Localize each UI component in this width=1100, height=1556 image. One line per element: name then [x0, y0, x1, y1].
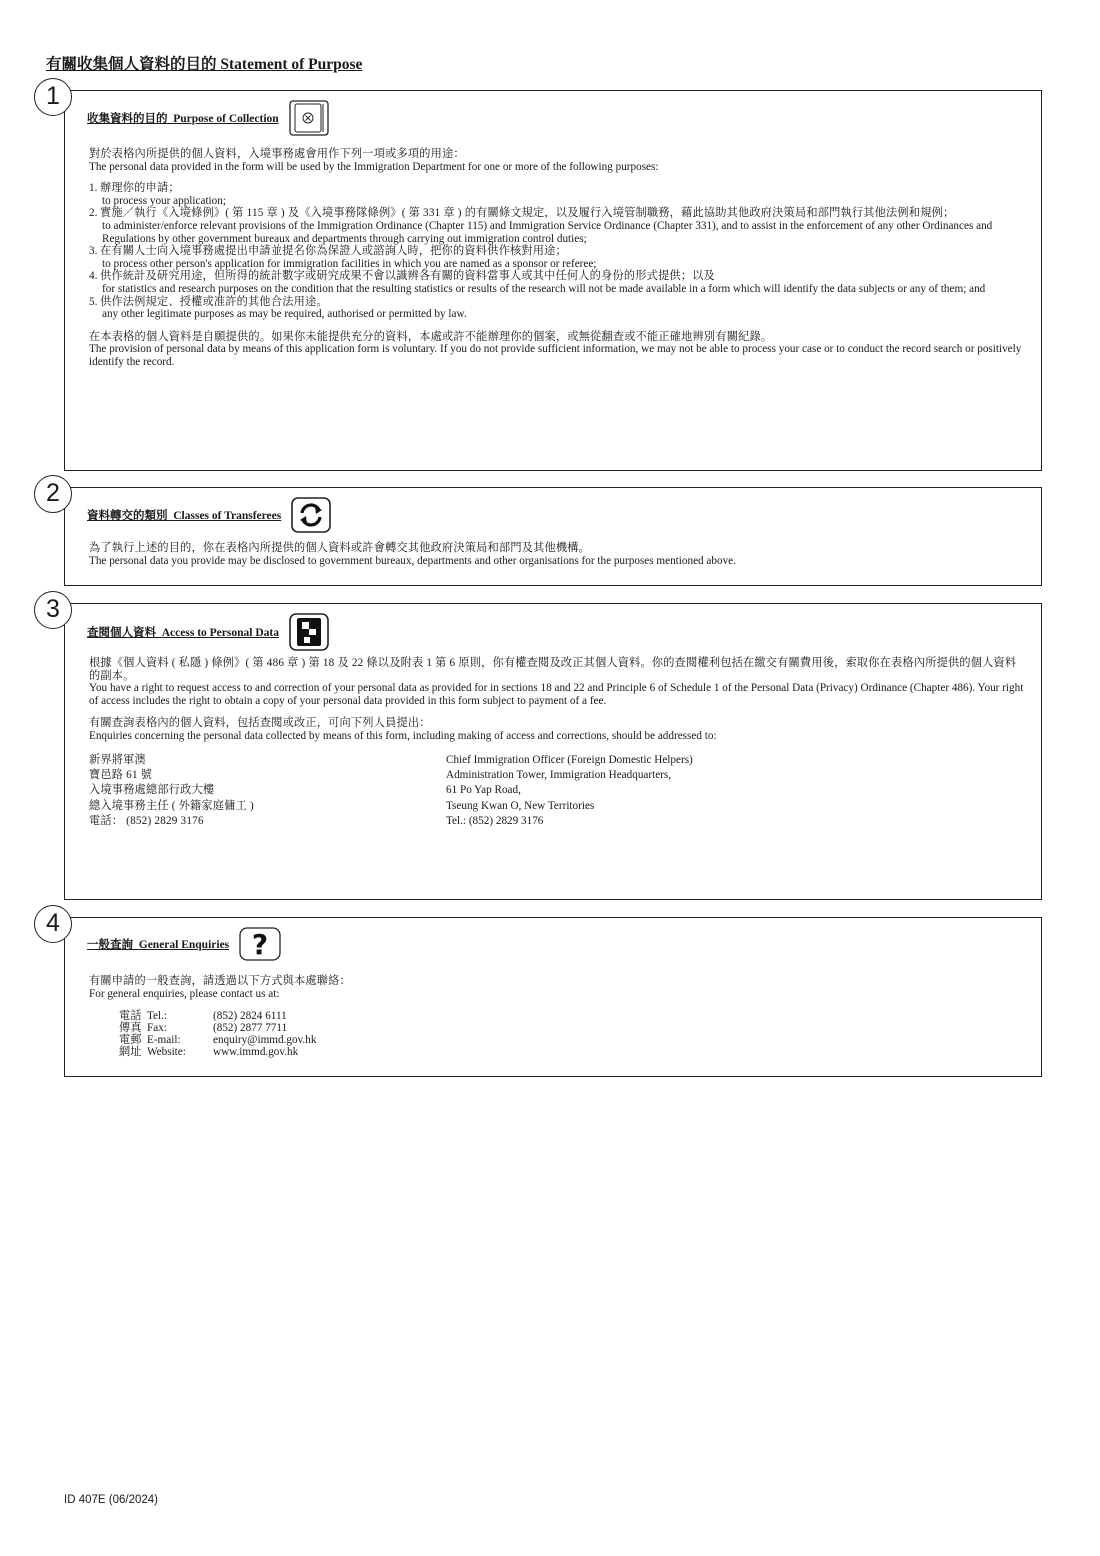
page-title: 有關收集個人資料的目的 Statement of Purpose: [46, 56, 363, 73]
section-purpose-of-collection: [46, 82, 1042, 471]
section-heading-zh: 資料轉交的類別: [87, 510, 168, 522]
section-heading: [87, 497, 331, 533]
contact-table: [119, 1011, 316, 1058]
contact-row: 電郵 E-mail: enquiry@immd.gov.hk: [119, 1033, 317, 1046]
purpose-list: [89, 182, 1027, 321]
list-item: 2. 實施／執行《入境條例》( 第 115 章 ) 及《入境事務隊條例》( 第 331 章 ) 的有關條文規定，以及履行入境管制職務，藉此協助其他政府決策局和部門執行其他法例和規例； to administer/enforce relevant provisions of the Immigration Ordinance (Chapter 115) and Immigration Service Ordinance (Chapter 331), and to assist in the enforcement of any other Ordinances and Regulations by other government bureaux and departments through carrying out immigration control duties;: [89, 207, 993, 245]
list-item: 3. 在有關人士向入境事務處提出申請並提名你為保證人或諮詢人時，把你的資料供作核對用途； to process other person's application for immigration facilities in which you are named as a sponsor or referee;: [89, 245, 597, 270]
section-number: 2: [34, 475, 72, 513]
section-heading-zh: 收集資料的目的: [87, 113, 168, 125]
section-number: 4: [34, 905, 72, 943]
transferees-text-en: The personal data you provide may be disclosed to government bureaux, departments and other organisations for the purposes mentioned above.: [89, 554, 736, 567]
section-number: 1: [34, 78, 72, 116]
section-number: 3: [34, 591, 72, 629]
voluntary-notice-zh: 在本表格的個人資料是自願提供的。如果你未能提供充分的資料，本處或許不能辦理你的個案，或無從翻查或不能正確地辨別有關紀錄。: [89, 330, 773, 343]
question-mark-icon: [239, 927, 281, 961]
section-heading-en: Purpose of Collection: [173, 113, 279, 125]
voluntary-notice-en: The provision of personal data by means of this application form is voluntary. If you do not provide sufficient information, we may not be able to process your case or to conduct the record search or positively identify the record.: [89, 343, 1022, 368]
list-item: 5. 供作法例規定、授權或准許的其他合法用途。 any other legitimate purposes as may be required, authorised or permitted by law.: [89, 295, 467, 321]
contact-row: 傳真 Fax: (852) 2877 7711: [119, 1023, 316, 1035]
form-id-footer: ID 407E (06/2024): [64, 1494, 158, 1506]
email-link[interactable]: enquiry@immd.gov.hk: [213, 1033, 317, 1046]
list-item: 1. 辦理你的申請； to process your application;: [89, 182, 226, 207]
contact-row: 電話 Tel.: (852) 2824 6111: [119, 1011, 316, 1023]
section-classes-of-transferees: [46, 479, 1042, 586]
access-rights-zh: 根據《個人資料 ( 私隱 ) 條例》( 第 486 章 ) 第 18 及 22 條以及附表 1 第 6 原則，你有權查閱及改正其個人資料。你的查閱權利包括在繳交有關費用後，索取你在表格內所提供的個人資料的副本。: [89, 657, 1017, 682]
general-enquiry-intro-zh: 有關申請的一般查詢，請透過以下方式與本處聯絡：: [89, 975, 351, 987]
section-heading-en: Access to Personal Data: [161, 627, 279, 639]
section-heading: [87, 927, 281, 961]
address-zh: 新界將軍澳 寶邑路 61 號 入境事務處總部行政大樓 總入境事務主任 ( 外籍家庭傭工 ) 電話： (852) 2829 3176: [89, 753, 254, 828]
section-heading: [87, 613, 329, 651]
section-general-enquiries: [46, 909, 1042, 1077]
section-heading-zh: 查閱個人資料: [87, 627, 156, 639]
address-en: Chief Immigration Officer (Foreign Domestic Helpers) Administration Tower, Immigration Headquarters, 61 Po Yap Road, Tseung Kwan O, New Territories Tel.: (852) 2829 3176: [446, 753, 693, 828]
officer-address: [89, 753, 1027, 830]
purpose-intro-zh: 對於表格內所提供的個人資料，入境事務處會用作下列一項或多項的用途：: [89, 148, 465, 160]
purpose-intro-en: The personal data provided in the form will be used by the Immigration Department for one or more of the following purposes:: [89, 160, 659, 173]
section-heading: [87, 100, 329, 136]
general-enquiry-intro-en: For general enquiries, please contact us at:: [89, 987, 280, 1000]
transfer-arrows-icon: [291, 497, 331, 533]
website-link[interactable]: www.immd.gov.hk: [213, 1045, 299, 1058]
safe-icon: [289, 100, 329, 136]
tel-value: (852) 2824 6111: [213, 1010, 287, 1023]
data-access-icon: [289, 613, 329, 651]
section-heading-en: Classes of Transferees: [173, 510, 282, 522]
list-item: 4. 供作統計及研究用途，但所得的統計數字或研究成果不會以識辨各有關的資料當事人或其中任何人的身份的形式提供；以及 for statistics and research purposes on the condition that the resulting statistics or results of the research will not be made available in a form which will identify the data subjects or any of them; and: [89, 270, 986, 295]
section-heading-zh: 一般查詢: [87, 939, 133, 951]
section-heading-en: General Enquiries: [138, 939, 230, 951]
access-rights-en: You have a right to request access to and correction of your personal data as provided for in sections 18 and 22 and Principle 6 of Schedule 1 of the Personal Data (Privacy) Ordinance (Chapter 486). Your right of access includes the right to obtain a copy of your personal data provided in this form subject to payment of a fee.: [89, 682, 1024, 707]
contact-row: 網址 Website: www.immd.gov.hk: [119, 1047, 316, 1059]
section-access-to-personal-data: [46, 595, 1042, 900]
enquiry-intro-zh: 有關查詢表格內的個人資料，包括查閱或改正，可向下列人員提出：: [89, 717, 431, 730]
fax-value: (852) 2877 7711: [213, 1021, 288, 1034]
transferees-text-zh: 為了執行上述的目的，你在表格內所提供的個人資料或許會轉交其他政府決策局和部門及其他機構。: [89, 542, 591, 554]
enquiry-intro-en: Enquiries concerning the personal data collected by means of this form, including making of access and corrections, should be addressed to:: [89, 729, 717, 742]
svg-text:?: ?: [252, 928, 269, 961]
